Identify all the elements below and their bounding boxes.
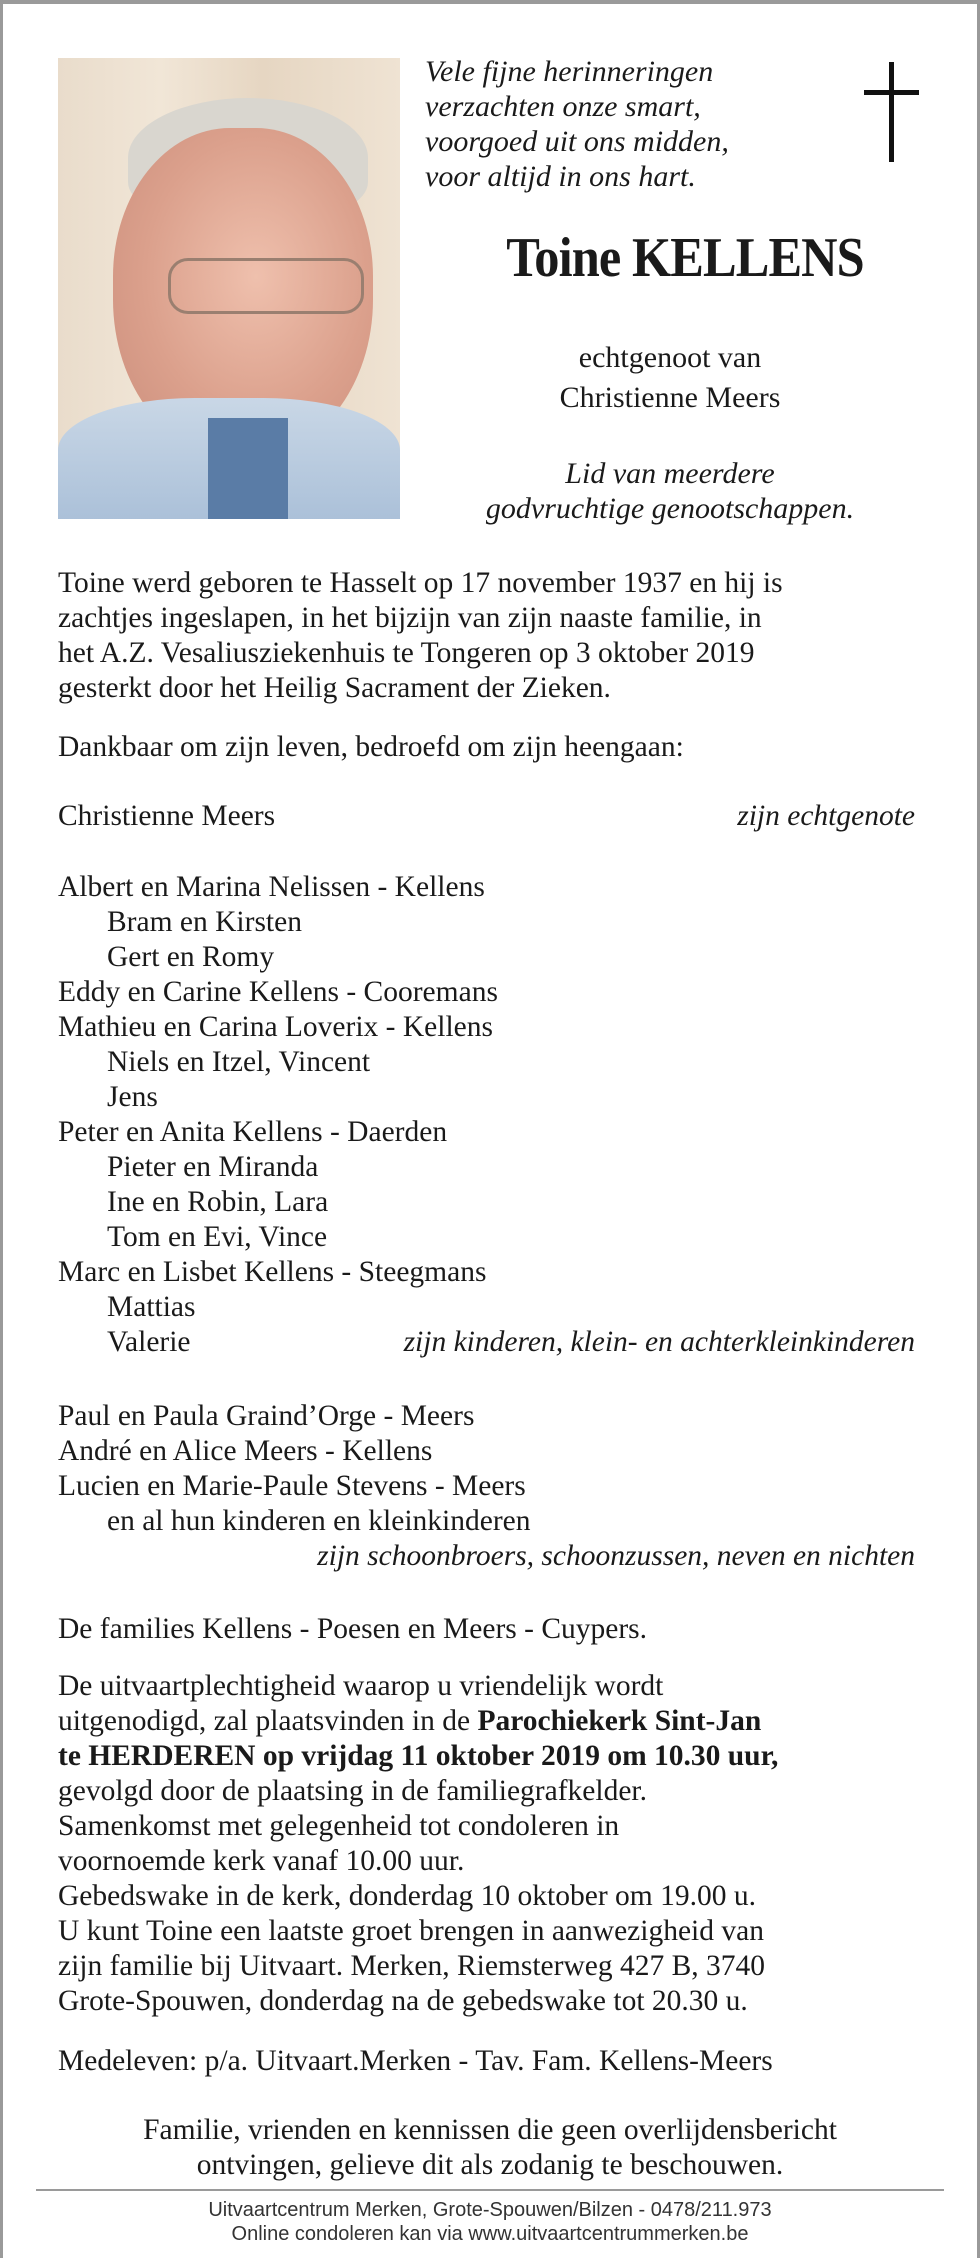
spouse-info (400, 338, 940, 418)
funeral-info (58, 1669, 915, 2019)
family-member-name: Tom en Evi, Vince (107, 1221, 328, 1253)
relationship-role: zijn kinderen, klein- en achterkleinkinderen (403, 1326, 915, 1358)
funeral-line: gevolgd door de plaatsing in de familiegrafkelder. (58, 1775, 647, 1807)
closing-note (30, 2113, 950, 2183)
family-member-name: André en Alice Meers - Kellens (58, 1435, 433, 1467)
family-member-line (58, 1220, 915, 1255)
funeral-text: uitgenodigd, zal plaatsvinden in de (58, 1705, 478, 1737)
family-member-line (58, 870, 915, 905)
widow-role: zijn echtgenote (737, 800, 915, 832)
funeral-line (58, 1739, 915, 1774)
condolences-text: Medeleven: p/a. Uitvaart.Merken - Tav. Fam. Kellens-Meers (58, 2045, 773, 2077)
bio-line: het A.Z. Vesaliusziekenhuis te Tongeren op 3 oktober 2019 (58, 637, 755, 669)
family-member-line (58, 1325, 915, 1360)
family-member-line (58, 1185, 915, 1220)
funeral-home-contact: Uitvaartcentrum Merken, Grote-Spouwen/Bilzen - 0478/211.973 (208, 2199, 772, 2221)
inlaws-list (58, 1399, 915, 1574)
family-member-name: Pieter en Miranda (107, 1151, 319, 1183)
cross-icon (864, 62, 919, 162)
family-member-name: en al hun kinderen en kleinkinderen (107, 1505, 531, 1537)
funeral-line: Grote-Spouwen, donderdag na de gebedswake tot 20.30 u. (58, 1985, 748, 2017)
relationship-role: zijn schoonbroers, schoonzussen, neven en nichten (317, 1540, 915, 1572)
bio-line: Toine werd geboren te Hasselt op 17 november 1937 en hij is (58, 567, 783, 599)
family-member-name: Ine en Robin, Lara (107, 1186, 329, 1218)
thanks-line (58, 730, 915, 765)
family-member-name: Lucien en Marie-Paule Stevens - Meers (58, 1470, 526, 1502)
poem-line: Vele fijne herinneringen (425, 55, 714, 88)
widow-entry (58, 799, 915, 834)
family-member-name: Marc en Lisbet Kellens - Steegmans (58, 1256, 487, 1288)
poem-line: voor altijd in ons hart. (425, 160, 696, 193)
family-member-name: Gert en Romy (107, 941, 275, 973)
closing-line: Familie, vrienden en kennissen die geen overlijdensbericht (143, 2114, 837, 2146)
bio-line: zachtjes ingeslapen, in het bijzijn van zijn naaste familie, in (58, 602, 762, 634)
poem-line: verzachten onze smart, (425, 90, 701, 123)
funeral-line: voornoemde kerk vanaf 10.00 uur. (58, 1845, 465, 1877)
family-member-name: Mathieu en Carina Loverix - Kellens (58, 1011, 493, 1043)
portrait-photo (58, 58, 400, 519)
family-member-name: Peter en Anita Kellens - Daerden (58, 1116, 448, 1148)
widow-name: Christienne Meers (58, 800, 276, 832)
spouse-name: Christienne Meers (559, 381, 781, 414)
family-member-line (58, 1434, 915, 1469)
family-member-line (58, 975, 915, 1010)
online-condolence-link[interactable]: Online condoleren kan via www.uitvaartcentrummerken.be (231, 2223, 749, 2245)
poem-line: voorgoed uit ons midden, (425, 125, 729, 158)
family-member-line (58, 1150, 915, 1185)
family-member-line (58, 1010, 915, 1045)
footer (0, 2198, 980, 2246)
families-text: De families Kellens - Poesen en Meers - Cuypers. (58, 1613, 648, 1645)
family-member-name: Paul en Paula Graind’Orge - Meers (58, 1400, 475, 1432)
condolences (58, 2044, 915, 2079)
family-member-line (58, 1080, 915, 1115)
family-member-name: Jens (107, 1081, 158, 1113)
family-member-line (58, 1399, 915, 1434)
thanks-text: Dankbaar om zijn leven, bedroefd om zijn heengaan: (58, 731, 684, 763)
families (58, 1612, 915, 1647)
family-member-line (58, 1290, 915, 1325)
family-member-name: Bram en Kirsten (107, 906, 302, 938)
spouse-label: echtgenoot van (578, 341, 762, 374)
family-member-line (58, 940, 915, 975)
family-member-name: Eddy en Carine Kellens - Cooremans (58, 976, 498, 1008)
family-member-name: Niels en Itzel, Vincent (107, 1046, 371, 1078)
family-member-line (58, 905, 915, 940)
funeral-date: te HERDEREN op vrijdag 11 oktober 2019 om 10.30 uur, (58, 1740, 779, 1772)
family-member-name: Albert en Marina Nelissen - Kellens (58, 871, 485, 903)
bio-line: gesterkt door het Heilig Sacrament der Zieken. (58, 672, 611, 704)
family-member-line (58, 1115, 915, 1150)
children-list (58, 870, 915, 1360)
funeral-line: Gebedswake in de kerk, donderdag 10 oktober om 19.00 u. (58, 1880, 756, 1912)
family-member-name: Valerie (107, 1326, 191, 1358)
funeral-line: De uitvaartplechtigheid waarop u vriendelijk wordt (58, 1670, 664, 1702)
church-name: Parochiekerk Sint-Jan (477, 1705, 762, 1737)
funeral-line: zijn familie bij Uitvaart. Merken, Riemsterweg 427 B, 3740 (58, 1950, 766, 1982)
funeral-line (58, 1704, 915, 1739)
family-member-line (58, 1469, 915, 1504)
deceased-name: Toine KELLENS (506, 227, 864, 289)
family-member-name: Mattias (107, 1291, 196, 1323)
family-member-line (58, 1255, 915, 1290)
closing-line: ontvingen, gelieve dit als zodanig te beschouwen. (196, 2149, 784, 2181)
membership-line: godvruchtige genootschappen. (485, 492, 855, 525)
divider (36, 2189, 944, 2191)
membership (400, 456, 940, 526)
poem (425, 54, 729, 194)
biography (58, 566, 915, 706)
family-member-line (58, 1504, 915, 1539)
membership-line: Lid van meerdere (565, 457, 775, 490)
funeral-line: Samenkomst met gelegenheid tot condoleren in (58, 1810, 620, 1842)
funeral-line: U kunt Toine een laatste groet brengen in aanwezigheid van (58, 1915, 764, 1947)
family-member-line (58, 1045, 915, 1080)
